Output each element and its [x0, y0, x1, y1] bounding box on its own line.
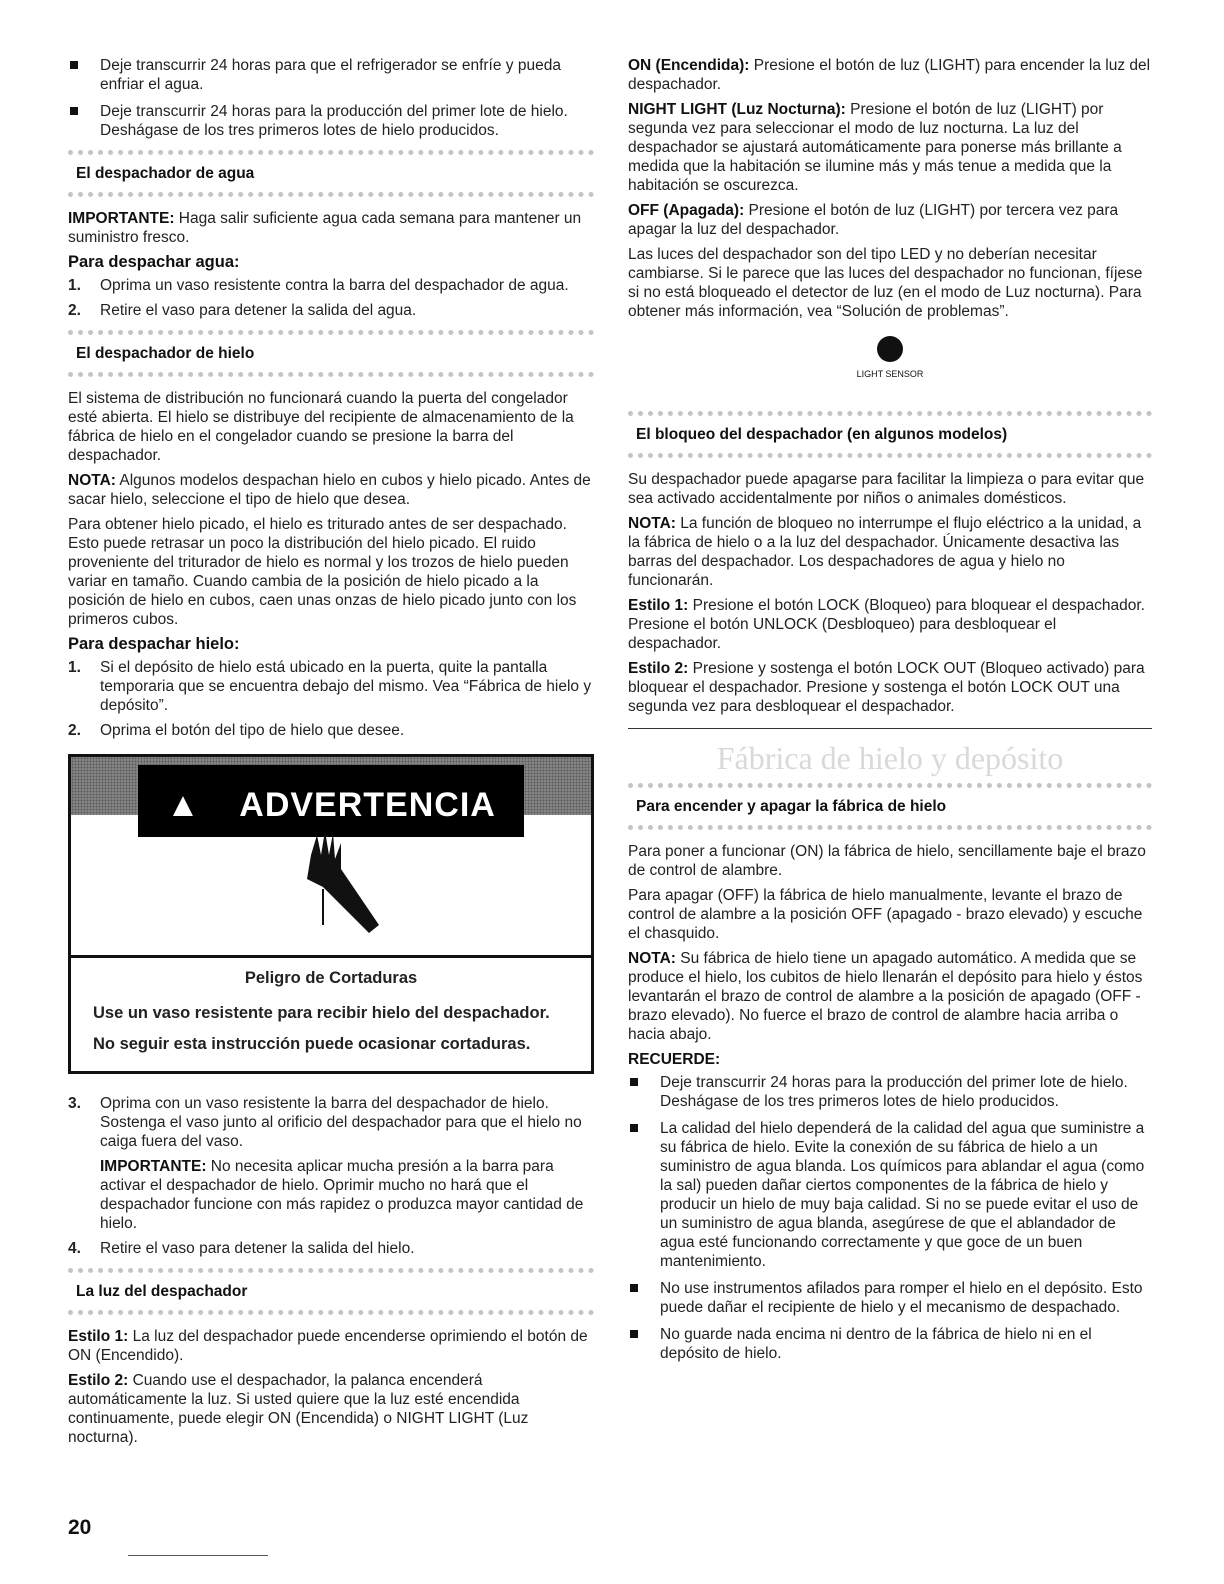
section-heading-ice: El despachador de hielo — [68, 330, 594, 377]
list-item: 1. Oprima un vaso resistente contra la barra del despachador de agua. — [68, 277, 569, 294]
water-important: IMPORTANTE: Haga salir suficiente agua cada semana para mantener un suministro fresco. — [68, 210, 582, 246]
warning-line: No seguir esta instrucción puede ocasionar cortaduras. — [93, 1035, 531, 1053]
list-item: 4. Retire el vaso para detener la salida del hielo. — [68, 1240, 415, 1257]
page-number: 20 — [68, 1516, 92, 1539]
step3-important: IMPORTANTE: No necesita aplicar mucha presión a la barra para activar el despachador de hielo. Oprimir mucho no hará que el despachador funcione con más rapidez o produzca mayor cantidad de hielo. — [100, 1158, 584, 1232]
warning-pictogram-row — [71, 815, 591, 958]
warning-heading: Peligro de Cortaduras — [244, 969, 418, 987]
divider — [628, 728, 1152, 729]
list-item: Deje transcurrir 24 horas para la producción del primer lote de hielo. Deshágase de los tres primeros lotes de hielo producidos. — [68, 102, 594, 140]
warning-banner — [71, 757, 591, 824]
warning-line: Use un vaso resistente para recibir hielo del despachador. — [93, 1004, 550, 1022]
warning-title: ▲ ADVERTENCIA — [138, 765, 524, 837]
subheading-dispense-ice: Para despachar hielo: — [68, 635, 240, 653]
ice-note: NOTA: Algunos modelos despachan hielo en cubos y hielo picado. Antes de sacar hielo, seleccione el tipo de hielo que desea. — [68, 472, 591, 508]
paragraph: Para obtener hielo picado, el hielo es triturado antes de ser despachado. Esto puede retrasar un poco la distribución del hielo picado. El ruido proveniente del triturador de hielo es normal y los trozos de hielo pueden variar en tamaño. Cuando cambia de la posición de hielo picado a la posición de hielo en cubos, caen unas onzas de hielo picado junto con los primeros cubos. — [68, 516, 577, 628]
footer-line — [128, 1555, 268, 1556]
lock-style2: Estilo 2: Presione y sostenga el botón LOCK OUT (Bloqueo activado) para bloquear el despachador. Presione y sostenga el botón LOCK OUT una segunda vez para desbloquear el despachador. — [628, 660, 1145, 715]
icemaker-note: NOTA: Su fábrica de hielo tiene un apagado automático. A medida que se produce el hielo, los cubitos de hielo llenarán el depósito para hielo y éstos levantarán el brazo de control de alambre a la posición de apagado (OFF - brazo elevado). No fuerce el brazo de control de alambre hacia arriba o hacia abajo. — [628, 950, 1143, 1043]
svg-text:LIGHT SENSOR: LIGHT SENSOR — [856, 369, 924, 379]
warning-body — [71, 958, 591, 1071]
list-item: Deje transcurrir 24 horas para la producción del primer lote de hielo. Deshágase de los tres primeros lotes de hielo producidos. — [628, 1073, 1152, 1111]
night-light-paragraph: NIGHT LIGHT (Luz Nocturna): Presione el botón de luz (LIGHT) por segunda vez para seleccionar el modo de luz nocturna. La luz del despachador se ajustará automáticamente para ponerse más brillante a medida que la habitación se ilumine más y más tenue a medida que la habitación se oscurezca. — [628, 101, 1122, 194]
left-column — [68, 56, 594, 1453]
paragraph: Las luces del despachador son del tipo LED y no deberían necesitar cambiarse. Si le parece que las luces del despachador no funcionan, fíjese si no está bloqueado el detector de luz (en el modo de Luz nocturna). Para obtener más información, vea “Solución de problemas”. — [628, 246, 1143, 320]
hand-cut-icon — [271, 825, 391, 945]
light-style2: Estilo 2: Cuando use el despachador, la palanca encenderá automáticamente la luz. Si usted quiere que la luz esté encendida continuamente, puede elegir ON (Encendida) o NIGHT LIGHT (Luz nocturna). — [68, 1372, 529, 1446]
paragraph: Para apagar (OFF) la fábrica de hielo manualmente, levante el brazo de control de alambre a la posición OFF (apagado - brazo elevado) y escuche el chasquido. — [628, 887, 1143, 942]
on-paragraph: ON (Encendida): Presione el botón de luz (LIGHT) para encender la luz del despachador. — [628, 57, 1151, 93]
section-heading-icemaker-onoff: Para encender y apagar la fábrica de hielo — [628, 783, 1152, 830]
list-item: Deje transcurrir 24 horas para que el refrigerador se enfríe y pueda enfriar el agua. — [68, 56, 594, 94]
lock-style1: Estilo 1: Presione el botón LOCK (Bloqueo) para bloquear el despachador. Presione el botón UNLOCK (Desbloqueo) para desbloquear el despachador. — [628, 597, 1145, 652]
list-item: No guarde nada encima ni dentro de la fábrica de hielo ni en el depósito de hielo. — [628, 1325, 1152, 1363]
paragraph: Para poner a funcionar (ON) la fábrica de hielo, sencillamente baje el brazo de control de alambre. — [628, 843, 1146, 879]
light-style1: Estilo 1: La luz del despachador puede encenderse oprimiendo el botón de ON (Encendido). — [68, 1328, 588, 1364]
paragraph: Su despachador puede apagarse para facilitar la limpieza o para evitar que sea activado accidentalmente por niños o animales domésticos. — [628, 471, 1145, 507]
list-item: La calidad del hielo dependerá de la calidad del agua que suministre a su fábrica de hielo. Evite la conexión de su fábrica de hielo a un suministro de agua blanda. Los químicos para ablandar el agua (como la sal) pueden dañar ciertos componentes de la fábrica de hielo y producir un hielo de muy baja calidad. Si no se puede evitar el uso de un suministro de agua blanda, asegúrese de que el ablandador de agua esté funcionando correctamente y que goce de un buen mantenimiento. — [628, 1119, 1152, 1271]
list-item: 1. Si el depósito de hielo está ubicado en la puerta, quite la pantalla temporaria que se encuentra debajo del mismo. Vea “Fábrica de hielo y depósito”. — [68, 659, 592, 714]
list-item: 2. Oprima el botón del tipo de hielo que desee. — [68, 722, 405, 739]
section-heading-light: La luz del despachador — [68, 1268, 594, 1315]
lock-note: NOTA: La función de bloqueo no interrumpe el flujo eléctrico a la unidad, a la fábrica de hielo o a la luz del despachador. Únicamente desactiva las barras del despachador. Los despachadores de agua y hielo no funcionarán. — [628, 515, 1142, 589]
section-heading-lock: El bloqueo del despachador (en algunos modelos) — [628, 411, 1152, 458]
subheading-dispense-water: Para despachar agua: — [68, 253, 240, 271]
section-heading-water: El despachador de agua — [68, 150, 594, 197]
list-item: No use instrumentos afilados para romper el hielo en el depósito. Esto puede dañar el recipiente de hielo y el mecanismo de despachado. — [628, 1279, 1152, 1317]
light-sensor-icon — [850, 331, 930, 391]
off-paragraph: OFF (Apagada): Presione el botón de luz (LIGHT) por tercera vez para apagar la luz del despachador. — [628, 202, 1119, 238]
light-sensor-figure — [628, 327, 1152, 397]
warning-box — [68, 754, 594, 1074]
remember-heading: RECUERDE: — [628, 1051, 721, 1068]
right-column — [628, 56, 1152, 1371]
list-item: 2. Retire el vaso para detener la salida del agua. — [68, 302, 417, 319]
list-item: 3. Oprima con un vaso resistente la barra del despachador de hielo. Sostenga el vaso junto al orificio del despachador para que el hielo no caiga fuera del vaso. — [68, 1095, 582, 1150]
warning-triangle-icon: ▲ — [152, 779, 215, 831]
section-title-icemaker: Fábrica de hielo y depósito — [716, 740, 1064, 776]
paragraph: El sistema de distribución no funcionará cuando la puerta del congelador esté abierta. El hielo se distribuye del recipiente de almacenamiento de la fábrica de hielo en el congelador cuando se presione la barra del despachador. — [68, 390, 574, 464]
